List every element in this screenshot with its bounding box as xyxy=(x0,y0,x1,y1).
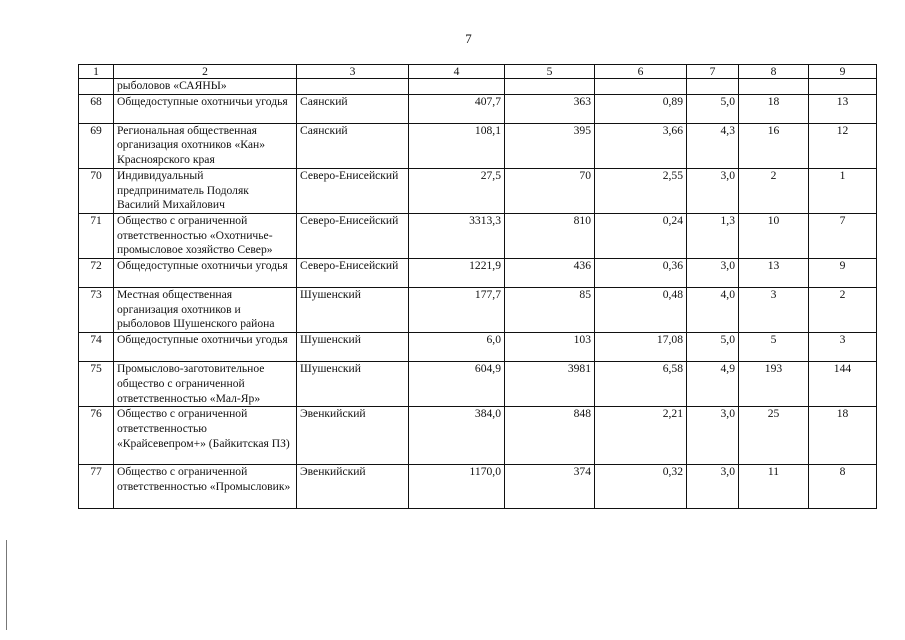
cell-district: Шушенский xyxy=(297,288,409,333)
table-row xyxy=(79,465,877,509)
cell-name: Общество с ограниченной ответственностью «Промысловик» xyxy=(114,465,297,509)
cell-c8: 13 xyxy=(739,259,809,288)
table-row xyxy=(79,213,877,258)
cell-c9: 144 xyxy=(809,362,877,407)
column-header: 3 xyxy=(297,65,409,79)
column-header: 2 xyxy=(114,65,297,79)
table-row xyxy=(79,168,877,213)
table-row xyxy=(79,94,877,123)
column-header: 8 xyxy=(739,65,809,79)
cell-c4: 3313,3 xyxy=(409,213,505,258)
cell-c8: 16 xyxy=(739,123,809,168)
cell-c8: 193 xyxy=(739,362,809,407)
cell-name: Общество с ограниченной ответственностью «Крайсевепром+» (Байкитская ПЗ) xyxy=(114,407,297,465)
cell-c6: 2,21 xyxy=(595,407,687,465)
cell-c9: 1 xyxy=(809,168,877,213)
cell-c7: 4,3 xyxy=(687,123,739,168)
cell-c9: 2 xyxy=(809,288,877,333)
cell-district: Северо-Енисейский xyxy=(297,259,409,288)
cell-n: 76 xyxy=(79,407,114,465)
cell-c8: 25 xyxy=(739,407,809,465)
cell-c8: 10 xyxy=(739,213,809,258)
cell-n: 71 xyxy=(79,213,114,258)
table-row xyxy=(79,362,877,407)
cell-district: Саянский xyxy=(297,94,409,123)
cell-c4: 407,7 xyxy=(409,94,505,123)
cell-c7: 5,0 xyxy=(687,333,739,362)
cell-c9: 3 xyxy=(809,333,877,362)
column-header: 6 xyxy=(595,65,687,79)
cell-c8: 2 xyxy=(739,168,809,213)
cell-c8: 3 xyxy=(739,288,809,333)
cell-name: Общедоступные охотничьи угодья xyxy=(114,259,297,288)
cell-c7: 3,0 xyxy=(687,465,739,509)
cell-c7: 4,0 xyxy=(687,288,739,333)
cell-district: Северо-Енисейский xyxy=(297,213,409,258)
cell-c5: 363 xyxy=(505,94,595,123)
table-header-row xyxy=(79,65,877,79)
cell-district: Северо-Енисейский xyxy=(297,168,409,213)
cell-c4: 1170,0 xyxy=(409,465,505,509)
cell-name: Общество с ограниченной ответственностью «Охотничье-промысловое хозяйство Север» xyxy=(114,213,297,258)
cell-name: Промыслово-заготовительное общество с ограниченной ответственностью «Мал-Яр» xyxy=(114,362,297,407)
cell-c6: 0,48 xyxy=(595,288,687,333)
cell-c7: 1,3 xyxy=(687,213,739,258)
cell-n: 68 xyxy=(79,94,114,123)
scan-margin-line xyxy=(6,540,7,630)
cell-district: Шушенский xyxy=(297,362,409,407)
cell-c4: 604,9 xyxy=(409,362,505,407)
cell-c6: 0,32 xyxy=(595,465,687,509)
cell-c5: 436 xyxy=(505,259,595,288)
cell-n: 72 xyxy=(79,259,114,288)
column-header: 4 xyxy=(409,65,505,79)
cell-district: Шушенский xyxy=(297,333,409,362)
cell-c9: 18 xyxy=(809,407,877,465)
cell-name: Общедоступные охотничьи угодья xyxy=(114,333,297,362)
cell-c6: 2,55 xyxy=(595,168,687,213)
cell-name: Местная общественная организация охотников и рыболовов Шушенского района xyxy=(114,288,297,333)
cell-district: Эвенкийский xyxy=(297,465,409,509)
cell-c6: 3,66 xyxy=(595,123,687,168)
cell-c9: 13 xyxy=(809,94,877,123)
cell-c7: 4,9 xyxy=(687,362,739,407)
cell-c5: 810 xyxy=(505,213,595,258)
cell-c9: 8 xyxy=(809,465,877,509)
cell-c4: 384,0 xyxy=(409,407,505,465)
cell-name: Общедоступные охотничьи угодья xyxy=(114,94,297,123)
cell-c6: 17,08 xyxy=(595,333,687,362)
cell-c8: 5 xyxy=(739,333,809,362)
cell-c4: 27,5 xyxy=(409,168,505,213)
cell-c4: 6,0 xyxy=(409,333,505,362)
column-header: 7 xyxy=(687,65,739,79)
column-header: 9 xyxy=(809,65,877,79)
cell-c5: 848 xyxy=(505,407,595,465)
cell-c5: 395 xyxy=(505,123,595,168)
cell-c8: 11 xyxy=(739,465,809,509)
cell-c8: 18 xyxy=(739,94,809,123)
cell-c9: 7 xyxy=(809,213,877,258)
cell-c7: 3,0 xyxy=(687,168,739,213)
data-table xyxy=(78,64,877,509)
page-number: 7 xyxy=(465,31,472,46)
cell-c4: 177,7 xyxy=(409,288,505,333)
table-row xyxy=(79,123,877,168)
cell-district: Эвенкийский xyxy=(297,407,409,465)
cell-c4: 108,1 xyxy=(409,123,505,168)
cell-c6: 6,58 xyxy=(595,362,687,407)
cell-c5: 3981 xyxy=(505,362,595,407)
cell-n: 73 xyxy=(79,288,114,333)
cell-n: 70 xyxy=(79,168,114,213)
table-row xyxy=(79,259,877,288)
cell-c5: 70 xyxy=(505,168,595,213)
column-header: 1 xyxy=(79,65,114,79)
cell-c7: 3,0 xyxy=(687,259,739,288)
cell-c5: 85 xyxy=(505,288,595,333)
continuation-text: рыболовов «САЯНЫ» xyxy=(114,79,297,95)
continuation-row xyxy=(79,79,877,95)
cell-n: 75 xyxy=(79,362,114,407)
cell-c5: 103 xyxy=(505,333,595,362)
cell-c6: 0,89 xyxy=(595,94,687,123)
cell-c7: 5,0 xyxy=(687,94,739,123)
cell-c6: 0,36 xyxy=(595,259,687,288)
table-row xyxy=(79,288,877,333)
table-row xyxy=(79,407,877,465)
cell-c4: 1221,9 xyxy=(409,259,505,288)
cell-c7: 3,0 xyxy=(687,407,739,465)
cell-n: 77 xyxy=(79,465,114,509)
cell-c5: 374 xyxy=(505,465,595,509)
cell-district: Саянский xyxy=(297,123,409,168)
cell-n: 74 xyxy=(79,333,114,362)
cell-name: Индивидуальный предприниматель Подоляк Василий Михайлович xyxy=(114,168,297,213)
cell-c6: 0,24 xyxy=(595,213,687,258)
column-header: 5 xyxy=(505,65,595,79)
cell-n: 69 xyxy=(79,123,114,168)
cell-c9: 12 xyxy=(809,123,877,168)
table-row xyxy=(79,333,877,362)
cell-name: Региональная общественная организация охотников «Кан» Красноярского края xyxy=(114,123,297,168)
cell-c9: 9 xyxy=(809,259,877,288)
